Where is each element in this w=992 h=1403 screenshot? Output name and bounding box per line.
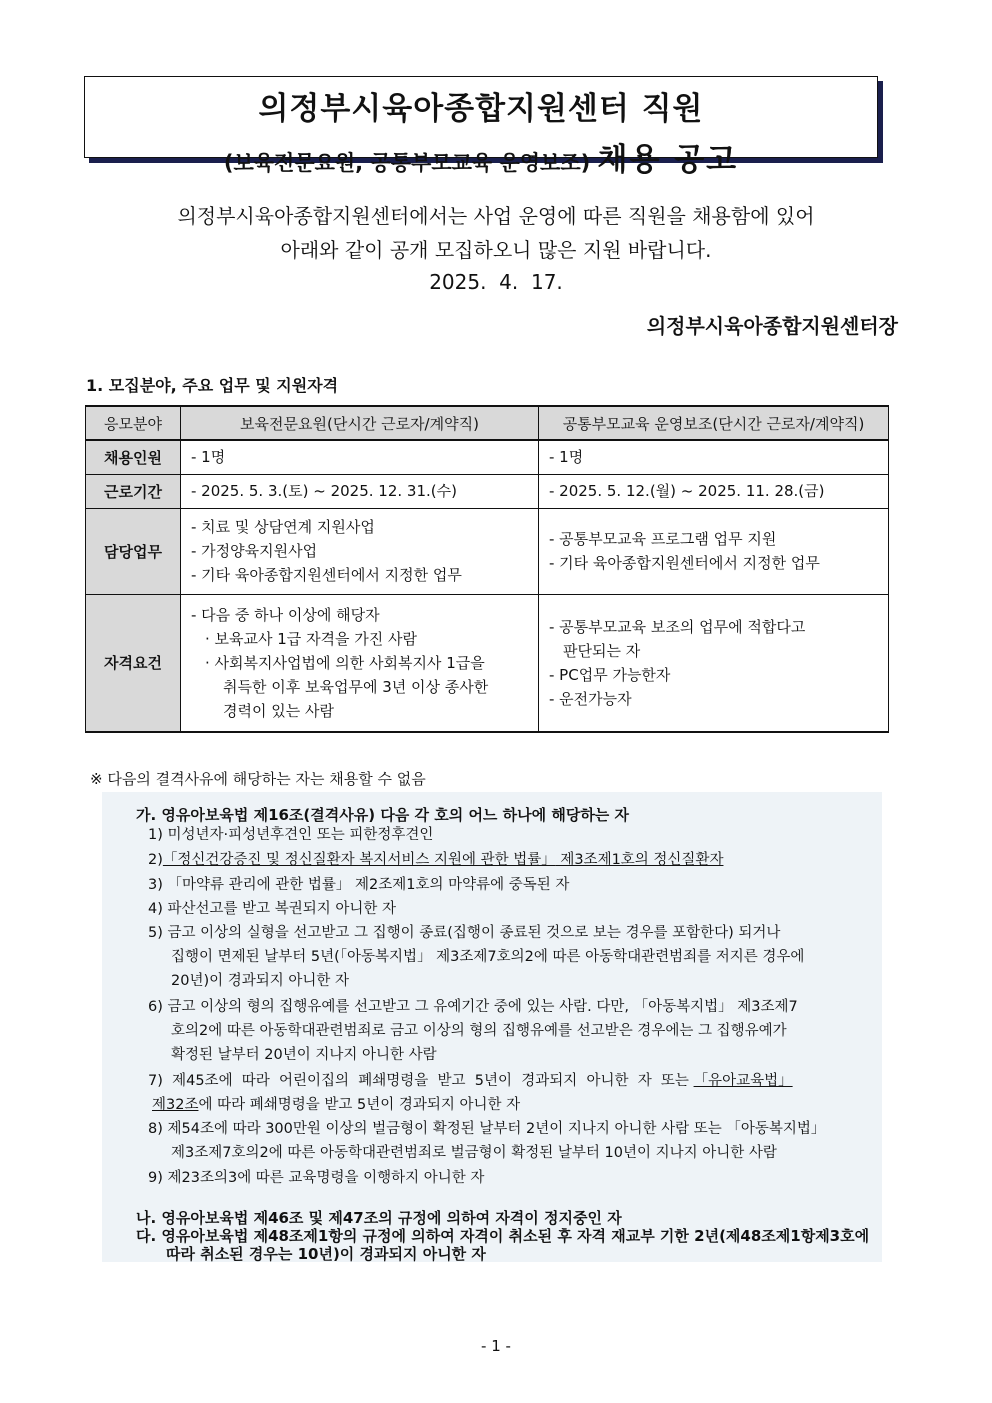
table-row: [86, 594, 889, 732]
page-title: 의정부시육아종합지원센터 직원: [258, 91, 704, 127]
law-reference: 「유아교육법」: [693, 1073, 793, 1089]
cell-line: - 다음 중 하나 이상에 해당자: [191, 605, 380, 624]
cell-line: - 기타 육아종합지원센터에서 지정한 업무: [549, 554, 820, 572]
page-number: - 1 -: [481, 1337, 511, 1355]
title-box: [84, 76, 878, 178]
header-position-b: 공통부모교육 운영보조(단시간 근로자/계약직): [539, 406, 889, 440]
list-item: 9) 제23조의3에 따른 교육명령을 이행하지 아니한 자: [148, 1170, 485, 1186]
list-item: [148, 848, 723, 869]
row-label: 채용인원: [86, 440, 181, 474]
law-reference: 「정신건강증진 및 정신질환자 복지서비스 지원에 관한 법률」: [162, 852, 556, 868]
cell-line: 경력이 있는 사람: [223, 701, 334, 720]
item-text: 제3조제1호의 정신질환자: [555, 852, 724, 868]
page-subtitle: [85, 134, 877, 179]
subtitle-notice: 채용 공고: [597, 142, 739, 178]
cell: - 2025. 5. 3.(토) ~ 2025. 12. 31.(수): [181, 474, 539, 508]
item-number: 2): [148, 852, 163, 868]
subtitle-positions: (보육전문요원, 공통부모교육 운영보조): [223, 151, 591, 175]
law-reference: 제32조: [152, 1097, 199, 1113]
cell: - 1명: [539, 440, 889, 474]
notice-date: 2025. 4. 17.: [429, 270, 563, 294]
cell: [181, 594, 539, 732]
cell-line: · 보육교사 1급 자격을 가진 사람: [205, 629, 418, 648]
disqualification-head-ga: 가. 영유아보육법 제16조(결격사유) 다음 각 호의 어느 하나에 해당하는 자: [136, 806, 630, 824]
row-label: 자격요건: [86, 594, 181, 732]
table-row: [86, 440, 889, 474]
row-label: 근로기간: [86, 474, 181, 508]
cell-line: 판단되는 자: [563, 641, 641, 660]
intro-line-1: 의정부시육아종합지원센터에서는 사업 운영에 따른 직원을 채용함에 있어: [177, 204, 815, 228]
table-header-row: [86, 406, 889, 440]
list-item: 6) 금고 이상의 형의 집행유예를 선고받고 그 유예기간 중에 있는 사람. 다만, 「아동복지법」 제3조제7: [148, 999, 798, 1015]
list-item-continued: 제3조제7호의2에 따른 아동학대관련범죄로 벌금형이 확정된 날부터 10년이 지나지 아니한 사람: [171, 1145, 777, 1161]
issuer: 의정부시육아종합지원센터장: [646, 314, 898, 338]
cell-line: - 가정양육지원사업: [191, 542, 318, 560]
header-field: 응모분야: [86, 406, 181, 440]
cell-line: - 기타 육아종합지원센터에서 지정한 업무: [191, 566, 462, 584]
cell-line: · 사회복지사업법에 의한 사회복지사 1급을: [205, 653, 485, 672]
cell: [181, 508, 539, 594]
cell-line: - 공통부모교육 프로그램 업무 지원: [549, 530, 777, 548]
section-title: 1. 모집분야, 주요 업무 및 지원자격: [86, 376, 339, 395]
table-row: [86, 474, 889, 508]
disqualification-head-da: 다. 영유아보육법 제48조제1항의 규정에 의하여 자격이 취소된 후 자격 재교부 기한 2년(제48조제1항제3호에: [136, 1227, 870, 1245]
list-item-continued: 20년)이 경과되지 아니한 자: [171, 973, 350, 989]
list-item: 3) 「마약류 관리에 관한 법률」 제2조제1호의 마약류에 중독된 자: [148, 877, 570, 893]
disqualification-note: ※ 다음의 결격사유에 해당하는 자는 채용할 수 없음: [90, 770, 426, 788]
list-item-continued: [152, 1093, 520, 1114]
cell: - 2025. 5. 12.(월) ~ 2025. 11. 28.(금): [539, 474, 889, 508]
list-item: 4) 파산선고를 받고 복권되지 아니한 자: [148, 901, 397, 917]
disqualification-head-na: 나. 영유아보육법 제46조 및 제47조의 규정에 의하여 자격이 정지중인 자: [136, 1209, 622, 1227]
row-label: 담당업무: [86, 508, 181, 594]
item-text: 에 따라 폐쇄명령을 받고 5년이 경과되지 아니한 자: [198, 1097, 521, 1113]
list-item: 1) 미성년자·피성년후견인 또는 피한정후견인: [148, 827, 434, 843]
list-item-continued: 확정된 날부터 20년이 지나지 아니한 사람: [171, 1047, 437, 1063]
intro-line-2: 아래와 같이 공개 모집하오니 많은 지원 바랍니다.: [280, 238, 712, 262]
item-text: 7) 제45조에 따라 어린이집의 폐쇄명령을 받고 5년이 경과되지 아니한 자 또는: [148, 1073, 694, 1089]
list-item-continued: 호의2에 따른 아동학대관련범죄로 금고 이상의 형의 집행유예를 선고받은 경우에는 그 집행유예가: [171, 1023, 787, 1039]
cell: [539, 594, 889, 732]
list-item: 8) 제54조에 따라 300만원 이상의 벌금형이 확정된 날부터 2년이 지나지 아니한 사람 또는 「아동복지법」: [148, 1121, 826, 1137]
cell: - 1명: [181, 440, 539, 474]
list-item: [148, 1069, 793, 1090]
cell-line: 취득한 이후 보육업무에 3년 이상 종사한: [223, 677, 489, 696]
cell-line: - 치료 및 상담연계 지원사업: [191, 518, 375, 536]
cell-line: - 공통부모교육 보조의 업무에 적합다고: [549, 617, 806, 636]
cell-line: - 운전가능자: [549, 689, 632, 708]
cell-line: - PC업무 가능한자: [549, 665, 671, 684]
header-position-a: 보육전문요원(단시간 근로자/계약직): [181, 406, 539, 440]
list-item-continued: 집행이 면제된 날부터 5년(「아동복지법」 제3조제7호의2에 따른 아동학대관련범죄를 저지른 경우에: [171, 949, 805, 965]
list-item: 5) 금고 이상의 실형을 선고받고 그 집행이 종료(집행이 종료된 것으로 보는 경우를 포함한다) 되거나: [148, 925, 781, 941]
table-row: [86, 508, 889, 594]
disqualification-head-da-continued: 따라 취소된 경우는 10년)이 경과되지 아니한 자: [166, 1245, 486, 1263]
recruitment-table: [85, 405, 889, 733]
cell: [539, 508, 889, 594]
